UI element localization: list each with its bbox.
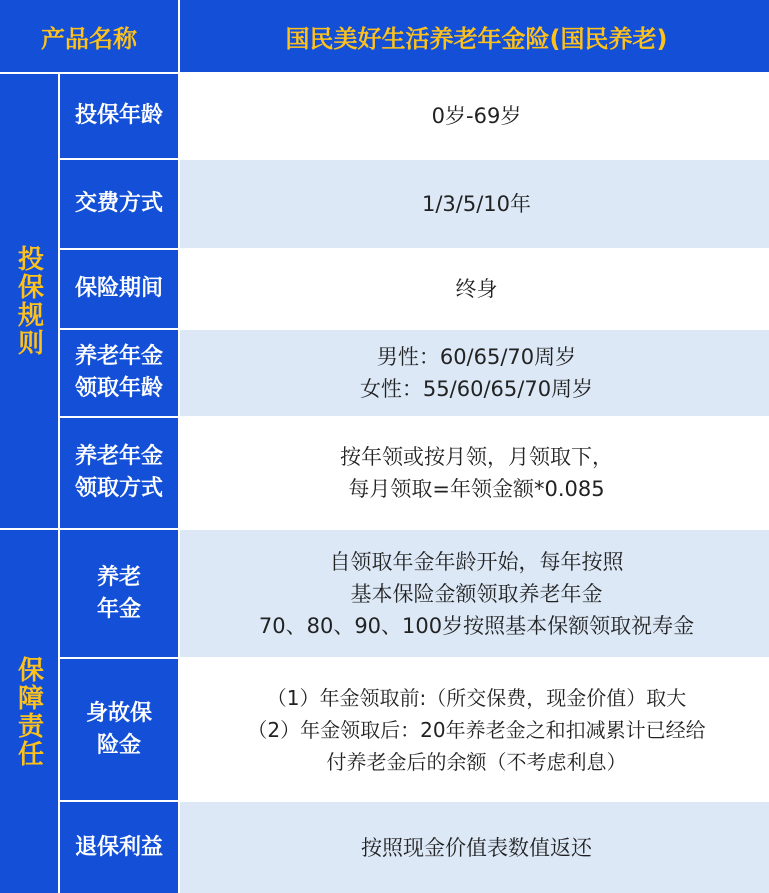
row-label-death-benefit (60, 659, 178, 800)
value-line: 70、80、90、100岁按照基本保额领取祝寿金 (258, 613, 695, 638)
row-label-surrender: 退保利益 (60, 802, 178, 893)
row-value-insure-age (180, 74, 769, 158)
row-label-pension (60, 530, 178, 657)
label-line: 养老 (96, 564, 141, 590)
value-line: 自领取年金年龄开始，每年按照 (329, 549, 624, 574)
row-value-death-benefit (180, 659, 769, 800)
group-rules-label: 投保规则 (13, 245, 44, 357)
row-value-coverage-period (180, 250, 769, 328)
label-line: 领取年龄 (74, 376, 163, 401)
value-line: （1）年金领取前:（所交保费，现金价值）取大 (266, 685, 687, 710)
value-line: 终身 (455, 277, 498, 301)
value-line: 0岁-69岁 (431, 104, 522, 128)
label-line: 年金 (96, 596, 141, 622)
product-name-value: 国民美好生活养老年金险(国民养老) (180, 0, 769, 72)
value-line: 按年领或按月领，月领取下， (340, 445, 613, 469)
row-label-annuity-method (60, 418, 178, 528)
row-value-annuity-method (180, 418, 769, 528)
value-line: 按照现金价值表数值返还 (361, 835, 592, 860)
value-line: 女性：55/60/65/70周岁 (359, 377, 594, 401)
row-label-insure-age: 投保年龄 (60, 74, 178, 158)
value-line: 每月领取=年领金额*0.085 (348, 477, 605, 501)
group-rules (0, 74, 58, 528)
row-value-annuity-age (180, 330, 769, 416)
product-name-label: 产品名称 (0, 0, 178, 72)
row-value-surrender (180, 802, 769, 893)
label-line: 养老年金 (74, 344, 163, 369)
label-line: 身故保 (85, 700, 152, 726)
value-line: 男性：60/65/70周岁 (376, 345, 577, 369)
label-line: 险金 (96, 732, 141, 758)
label-line: 养老年金 (74, 444, 163, 469)
label-line: 领取方式 (74, 476, 163, 501)
group-coverage-label: 保障责任 (13, 655, 44, 768)
value-line: 1/3/5/10年 (421, 192, 532, 216)
row-label-payment-method: 交费方式 (60, 160, 178, 248)
value-line: 付养老金后的余额（不考虑利息） (326, 749, 627, 774)
row-label-coverage-period: 保险期间 (60, 250, 178, 328)
row-value-pension (180, 530, 769, 657)
group-coverage (0, 530, 58, 893)
row-label-annuity-age (60, 330, 178, 416)
value-line: （2）年金领取后：20年养老金之和扣减累计已经给 (247, 717, 706, 742)
row-value-payment-method (180, 160, 769, 248)
value-line: 基本保险金额领取养老年金 (350, 581, 603, 606)
